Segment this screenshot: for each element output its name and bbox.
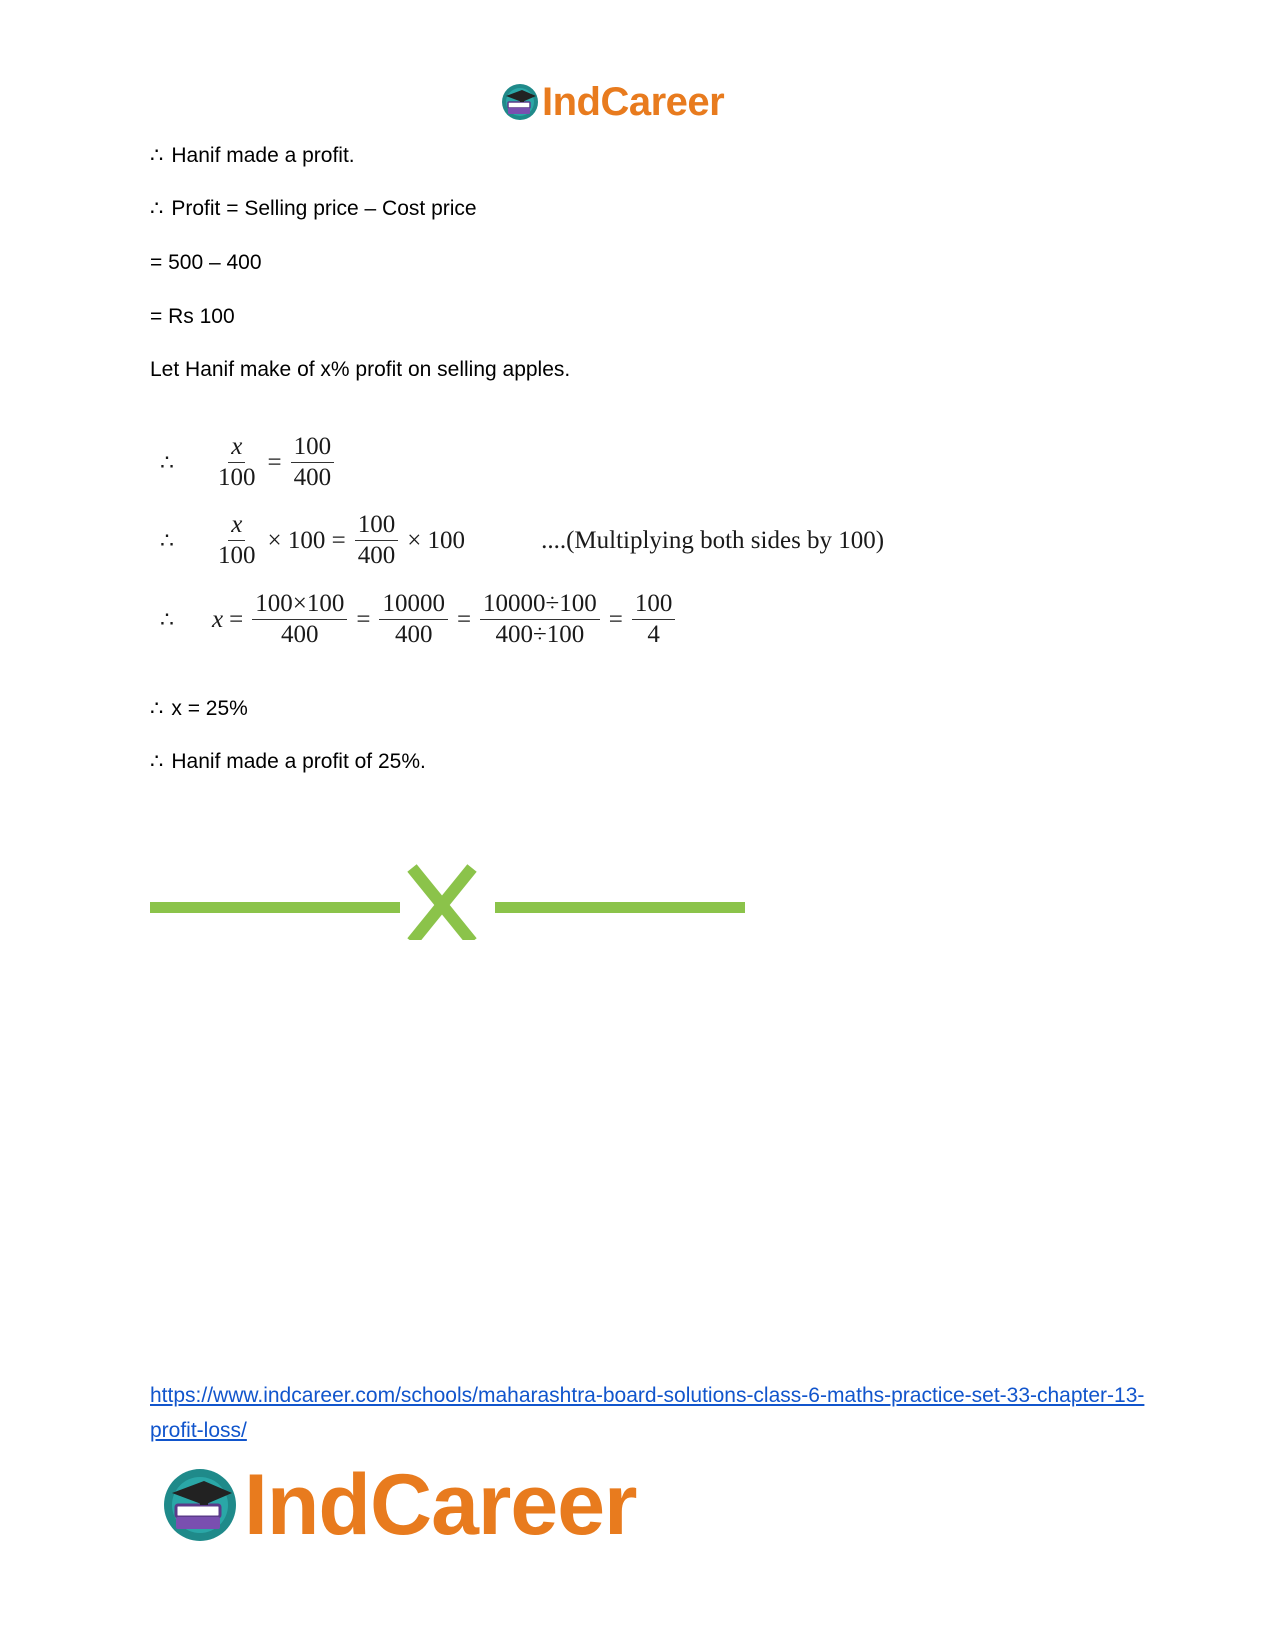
statement-x-value [150,696,248,722]
operator: = [267,448,282,476]
fraction [252,589,347,650]
fraction [291,432,335,493]
statement-profit [150,143,355,169]
denominator: 100 [218,464,256,491]
statement-text: = 500 – 400 [150,251,262,274]
therefore-symbol: ∴ [160,449,174,475]
statement-text: = Rs 100 [150,305,235,328]
denominator: 400 [293,464,332,491]
denominator: 400 [281,621,319,648]
denominator: 400 [357,542,396,569]
logo-text: IndCareer [244,1456,637,1553]
operator: × 100 [407,526,466,554]
statement-result [150,304,235,330]
variable: x [212,605,224,633]
numerator: 10000÷100 [480,589,600,620]
header-logo [500,78,724,126]
math-row-3 [150,589,678,650]
therefore-symbol: ∴ [150,144,164,167]
numerator: x [228,510,245,541]
fraction [480,589,600,650]
statement-text: Hanif made a profit. [171,144,355,167]
logo-text: IndCareer [542,80,725,124]
numerator: 100 [632,589,676,620]
fraction [379,589,448,650]
therefore-symbol: ∴ [150,750,164,773]
therefore-symbol: ∴ [160,527,174,553]
operator: = [456,605,472,633]
source-link[interactable]: https://www.indcareer.com/schools/maharashtra-board-solutions-class-6-maths-practice-set-33-chapter-13-profit-loss/ [150,1384,1145,1442]
numerator: 10000 [379,589,448,620]
fraction [215,432,259,493]
statement-text: Profit = Selling price – Cost price [171,197,477,220]
fraction [215,510,259,571]
operator: = [608,605,623,633]
fraction [355,510,399,571]
math-row-1 [150,432,337,493]
graduation-cap-books-icon [160,1465,240,1545]
operator: × 100 = [267,526,346,554]
operator: = [356,605,371,633]
therefore-symbol: ∴ [150,197,164,220]
cross-icon [412,868,472,940]
footer-logo [160,1456,637,1553]
statement-text: Let Hanif make of x% profit on selling apples. [150,358,571,381]
statement-text: Hanif made a profit of 25%. [171,750,426,773]
statement-subtraction [150,250,262,276]
section-divider [150,860,750,945]
fraction [632,589,676,650]
numerator: 100 [355,510,399,541]
statement-formula [150,196,477,222]
denominator: 4 [647,621,660,648]
denominator: 400÷100 [495,621,585,648]
statement-text: x = 25% [171,697,248,720]
therefore-symbol: ∴ [160,606,174,632]
math-row-2 [150,510,884,571]
statement-conclusion [150,749,426,775]
divider-graphic [150,860,750,940]
denominator: 100 [218,542,256,569]
graduation-cap-books-icon [500,82,540,122]
numerator: 100 [291,432,335,463]
numerator: x [228,432,245,463]
statement-let [150,357,570,383]
math-note: ....(Multiplying both sides by 100) [541,526,885,554]
denominator: 400 [394,621,433,648]
therefore-symbol: ∴ [150,697,164,720]
numerator: 100×100 [252,589,347,620]
operator: = [229,605,244,633]
